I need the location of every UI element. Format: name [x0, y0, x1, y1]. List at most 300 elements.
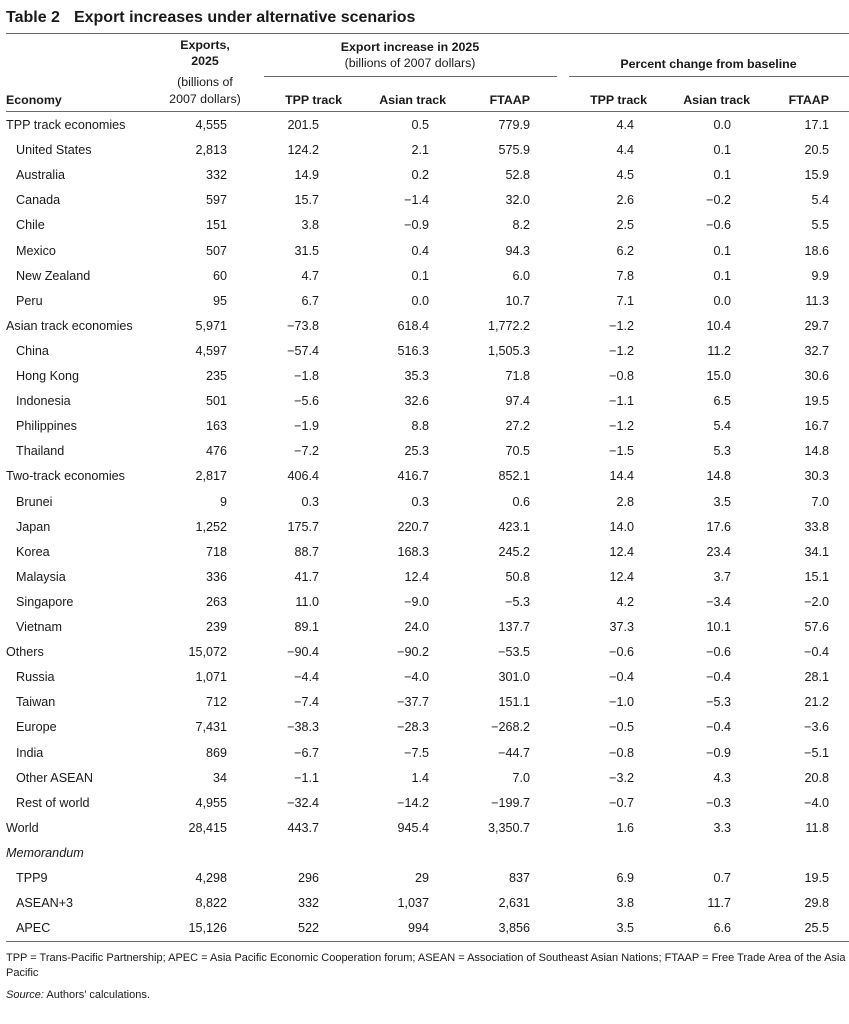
table-row: [0, 414, 849, 439]
table-row: [0, 389, 849, 414]
economy-name: New Zealand: [16, 268, 91, 283]
cell-asian-track-percent: 0.1: [713, 243, 731, 258]
cell-asian-track-percent: −0.3: [706, 795, 731, 810]
cell-tpp-track-percent: −0.7: [609, 795, 634, 810]
cell-asian-track-percent: −3.4: [706, 594, 731, 609]
cell-ftaap-increase: 1,772.2: [487, 318, 530, 333]
table-row: [0, 138, 849, 163]
cell-ftaap-increase: 3,350.7: [487, 820, 530, 835]
table-row: [0, 816, 849, 841]
cell-tpp-track-increase: 175.7: [287, 519, 319, 534]
cell-tpp-track-increase: 6.7: [301, 293, 319, 308]
cell-ftaap-increase: 301.0: [498, 670, 530, 685]
header-bottom-rule: [6, 111, 849, 112]
economy-name: Canada: [16, 193, 61, 208]
cell-asian-track-percent: −0.4: [706, 720, 731, 735]
cell-ftaap-percent: 25.5: [804, 921, 829, 936]
table-row: [0, 916, 849, 941]
table-row: [0, 339, 849, 364]
table-title-text: Export increases under alternative scenarios: [73, 9, 416, 26]
table-row: [0, 163, 849, 188]
cell-tpp-track-percent: 6.2: [616, 243, 634, 258]
cell-ftaap-increase: 50.8: [505, 569, 530, 584]
cell-tpp-track-percent: 14.0: [609, 519, 634, 534]
economy-name: TPP track economies: [6, 118, 126, 132]
table-row: [0, 213, 849, 238]
cell-ftaap-percent: −2.0: [804, 594, 829, 609]
cell-tpp-track-increase: 3.8: [301, 218, 319, 233]
economy-name: Peru: [16, 293, 43, 308]
header-export-increase: Export increase in 2025: [340, 40, 480, 54]
cell-ftaap-increase: 3,856: [498, 921, 530, 936]
header-exports-line1: Exports,: [180, 38, 230, 52]
cell-tpp-track-increase: −38.3: [287, 720, 319, 735]
cell-ftaap-percent: 17.1: [804, 118, 829, 132]
cell-tpp-track-percent: 4.5: [616, 168, 634, 183]
cell-asian-track-percent: 0.0: [713, 118, 731, 132]
economy-name: Malaysia: [16, 569, 66, 584]
cell-tpp-track-percent: −1.1: [609, 394, 634, 409]
cell-tpp-track-increase: −5.6: [294, 394, 319, 409]
cell-exports-2025: 336: [205, 569, 227, 584]
cell-asian-track-increase: 994: [407, 921, 429, 936]
cell-asian-track-increase: 220.7: [397, 519, 429, 534]
cell-tpp-track-percent: −0.6: [609, 645, 634, 660]
cell-asian-track-percent: 0.1: [713, 168, 731, 183]
cell-exports-2025: 151: [205, 218, 227, 233]
cell-ftaap-increase: 52.8: [505, 168, 530, 183]
cell-ftaap-percent: 7.0: [811, 494, 829, 509]
economy-name: Australia: [16, 168, 65, 183]
cell-ftaap-percent: 19.5: [804, 394, 829, 409]
cell-exports-2025: 60: [212, 268, 227, 283]
cell-tpp-track-increase: 332: [297, 896, 319, 911]
cell-tpp-track-increase: 124.2: [287, 143, 319, 158]
header-tpp-track-percent: TPP track: [590, 93, 647, 107]
table-title: [6, 9, 415, 27]
cell-ftaap-increase: 575.9: [498, 143, 530, 158]
cell-exports-2025: 239: [205, 620, 227, 634]
cell-asian-track-percent: 23.4: [706, 544, 731, 559]
cell-ftaap-percent: 34.1: [804, 544, 829, 559]
cell-asian-track-increase: −4.0: [404, 670, 429, 685]
cell-ftaap-increase: −53.5: [498, 645, 530, 660]
cell-asian-track-increase: 0.4: [411, 243, 429, 258]
cell-tpp-track-percent: −0.5: [609, 720, 634, 735]
economy-name: Korea: [16, 544, 50, 559]
cell-ftaap-increase: 71.8: [505, 369, 530, 383]
header-economy: Economy: [6, 93, 62, 107]
economy-name: Brunei: [16, 494, 53, 509]
table-row: [0, 891, 849, 916]
cell-ftaap-percent: 11.3: [805, 293, 829, 308]
cell-tpp-track-percent: 4.2: [616, 594, 634, 609]
table-row: [0, 314, 849, 339]
cell-tpp-track-percent: 3.8: [616, 896, 634, 911]
cell-tpp-track-percent: 1.6: [616, 820, 634, 835]
table-row: [0, 741, 849, 766]
cell-ftaap-increase: 10.7: [505, 293, 530, 308]
cell-ftaap-percent: 20.8: [804, 770, 829, 785]
export-increase-rule: [264, 76, 557, 77]
cell-tpp-track-increase: 406.4: [287, 469, 319, 484]
header-asian-track-percent: Asian track: [683, 93, 750, 107]
cell-ftaap-percent: 57.6: [804, 620, 829, 634]
cell-tpp-track-percent: −0.8: [609, 369, 634, 383]
cell-tpp-track-increase: 201.5: [287, 118, 319, 132]
cell-asian-track-percent: 5.3: [713, 444, 731, 459]
cell-asian-track-increase: 945.4: [397, 820, 429, 835]
cell-exports-2025: 712: [205, 695, 227, 710]
cell-asian-track-percent: 0.1: [713, 268, 731, 283]
cell-tpp-track-percent: 3.5: [616, 921, 634, 936]
economy-name: Singapore: [16, 594, 74, 609]
cell-ftaap-increase: −199.7: [491, 795, 530, 810]
cell-asian-track-percent: −0.2: [706, 193, 731, 208]
cell-asian-track-percent: 0.7: [713, 871, 731, 885]
cell-asian-track-percent: 11.2: [707, 343, 731, 358]
cell-tpp-track-percent: 12.4: [609, 544, 634, 559]
cell-asian-track-percent: 6.5: [713, 394, 731, 409]
cell-asian-track-percent: 10.4: [706, 318, 731, 333]
cell-tpp-track-percent: 2.6: [616, 193, 634, 208]
cell-tpp-track-percent: 12.4: [609, 569, 634, 584]
cell-ftaap-percent: 21.2: [804, 695, 829, 710]
cell-asian-track-increase: −90.2: [397, 645, 429, 660]
cell-exports-2025: 235: [205, 369, 227, 383]
cell-exports-2025: 28,415: [188, 820, 227, 835]
cell-ftaap-increase: 2,631: [498, 896, 530, 911]
cell-asian-track-increase: −9.0: [404, 594, 429, 609]
cell-exports-2025: 15,126: [188, 921, 227, 936]
cell-asian-track-percent: −5.3: [706, 695, 731, 710]
cell-exports-2025: 95: [212, 293, 227, 308]
cell-exports-2025: 4,597: [195, 343, 227, 358]
cell-asian-track-increase: 32.6: [404, 394, 429, 409]
economy-name: Thailand: [16, 444, 65, 459]
cell-ftaap-percent: 20.5: [804, 143, 829, 158]
cell-exports-2025: 718: [205, 544, 227, 559]
economy-name: China: [16, 343, 49, 358]
cell-tpp-track-percent: −1.5: [609, 444, 634, 459]
header-ftaap-increase: FTAAP: [489, 93, 530, 107]
cell-exports-2025: 1,252: [195, 519, 227, 534]
cell-exports-2025: 4,298: [195, 871, 227, 885]
cell-ftaap-increase: 779.9: [498, 118, 530, 132]
header-export-increase-unit: (billions of 2007 dollars): [344, 56, 476, 70]
cell-tpp-track-percent: 4.4: [616, 143, 634, 158]
cell-asian-track-increase: 0.0: [411, 293, 429, 308]
table-row: [0, 490, 849, 515]
cell-exports-2025: 5,971: [195, 318, 227, 333]
cell-ftaap-increase: 423.1: [498, 519, 530, 534]
header-asian-track-increase: Asian track: [379, 93, 446, 107]
cell-asian-track-increase: 0.5: [411, 118, 429, 132]
cell-tpp-track-increase: 88.7: [294, 544, 319, 559]
cell-exports-2025: 7,431: [195, 720, 227, 735]
cell-asian-track-percent: 11.7: [707, 896, 731, 911]
cell-asian-track-increase: −7.5: [404, 745, 429, 760]
economy-name: Russia: [16, 670, 55, 685]
header-tpp-track-increase: TPP track: [285, 93, 342, 107]
cell-asian-track-increase: 12.4: [404, 569, 429, 584]
header-ftaap-percent: FTAAP: [788, 93, 829, 107]
cell-asian-track-percent: 4.3: [713, 770, 731, 785]
cell-ftaap-percent: 11.8: [805, 820, 829, 835]
cell-ftaap-percent: 5.5: [811, 218, 829, 233]
cell-ftaap-percent: 14.8: [804, 444, 829, 459]
cell-tpp-track-increase: −73.8: [287, 318, 319, 333]
cell-asian-track-percent: 5.4: [713, 419, 731, 434]
cell-tpp-track-increase: 443.7: [287, 820, 319, 835]
percent-change-rule: [569, 76, 849, 77]
cell-ftaap-percent: −0.4: [804, 645, 829, 660]
economy-name: Vietnam: [16, 620, 62, 634]
cell-asian-track-percent: 10.1: [706, 620, 731, 634]
economy-name: Other ASEAN: [16, 770, 93, 785]
cell-ftaap-increase: 32.0: [505, 193, 530, 208]
cell-asian-track-increase: 1,037: [397, 896, 429, 911]
cell-exports-2025: 476: [205, 444, 227, 459]
table-row: [0, 239, 849, 264]
cell-tpp-track-increase: 41.7: [294, 569, 319, 584]
table-row: [0, 464, 849, 489]
cell-exports-2025: 8,822: [195, 896, 227, 911]
cell-ftaap-percent: −4.0: [804, 795, 829, 810]
cell-asian-track-increase: 0.2: [411, 168, 429, 183]
cell-asian-track-percent: 3.5: [713, 494, 731, 509]
economy-name: India: [16, 745, 44, 760]
cell-tpp-track-increase: 14.9: [294, 168, 319, 183]
cell-asian-track-increase: 35.3: [404, 369, 429, 383]
cell-ftaap-increase: 137.7: [498, 620, 530, 634]
cell-exports-2025: 1,071: [195, 670, 227, 685]
table-row: [0, 188, 849, 213]
table-row: [0, 841, 849, 866]
cell-asian-track-percent: 3.7: [713, 569, 731, 584]
cell-ftaap-increase: 245.2: [498, 544, 530, 559]
cell-ftaap-increase: 70.5: [505, 444, 530, 459]
cell-asian-track-percent: 3.3: [713, 820, 731, 835]
table-row: [0, 866, 849, 891]
cell-asian-track-percent: 17.6: [706, 519, 731, 534]
cell-ftaap-increase: −44.7: [498, 745, 530, 760]
source-note: [6, 989, 150, 1001]
cell-asian-track-increase: 0.1: [411, 268, 429, 283]
cell-tpp-track-increase: 15.7: [294, 193, 319, 208]
cell-tpp-track-percent: 37.3: [609, 620, 634, 634]
cell-ftaap-percent: 30.6: [804, 369, 829, 383]
cell-tpp-track-percent: −0.8: [609, 745, 634, 760]
economy-name: Asian track economies: [6, 318, 133, 333]
cell-exports-2025: 9: [219, 494, 227, 509]
cell-tpp-track-increase: −57.4: [287, 343, 319, 358]
cell-asian-track-increase: −14.2: [397, 795, 429, 810]
table-row: [0, 364, 849, 389]
cell-ftaap-percent: 19.5: [804, 871, 829, 885]
cell-exports-2025: 4,555: [195, 118, 227, 132]
economy-name: Mexico: [16, 243, 56, 258]
economy-name: Rest of world: [16, 795, 90, 810]
cell-ftaap-increase: 1,505.3: [487, 343, 530, 358]
table-row: [0, 439, 849, 464]
table-row: [0, 615, 849, 640]
cell-tpp-track-percent: 2.8: [616, 494, 634, 509]
cell-ftaap-percent: 15.9: [804, 168, 829, 183]
cell-ftaap-increase: 6.0: [512, 268, 530, 283]
cell-ftaap-percent: −3.6: [804, 720, 829, 735]
cell-tpp-track-increase: 522: [297, 921, 319, 936]
table-row: [0, 715, 849, 740]
cell-tpp-track-increase: 89.1: [294, 620, 319, 634]
cell-asian-track-percent: −0.4: [706, 670, 731, 685]
cell-exports-2025: 507: [205, 243, 227, 258]
cell-tpp-track-increase: −1.9: [294, 419, 319, 434]
economy-name: Others: [6, 645, 44, 660]
cell-ftaap-percent: 16.7: [804, 419, 829, 434]
cell-exports-2025: 34: [212, 770, 227, 785]
cell-exports-2025: 15,072: [188, 645, 227, 660]
cell-ftaap-increase: 94.3: [505, 243, 530, 258]
header-percent-change: Percent change from baseline: [620, 57, 797, 71]
cell-asian-track-increase: 25.3: [404, 444, 429, 459]
cell-tpp-track-percent: −1.0: [609, 695, 634, 710]
cell-tpp-track-increase: 11.0: [295, 594, 319, 609]
table-row: [0, 540, 849, 565]
cell-ftaap-increase: 151.1: [498, 695, 530, 710]
cell-asian-track-increase: 168.3: [397, 544, 429, 559]
economy-name: Hong Kong: [16, 369, 80, 383]
economy-name: Japan: [16, 519, 51, 534]
cell-ftaap-increase: 0.6: [512, 494, 530, 509]
table-row: [0, 791, 849, 816]
cell-tpp-track-increase: 31.5: [294, 243, 319, 258]
economy-name: Taiwan: [16, 695, 56, 710]
cell-tpp-track-percent: −1.2: [609, 318, 634, 333]
cell-exports-2025: 332: [205, 168, 227, 183]
table-notes: TPP = Trans-Pacific Partnership; APEC = Asia Pacific Economic Cooperation forum; ASEAN = Association of Southeast Asian Nations; FTAAP = Free Trade Area of the Asia Pacific: [6, 952, 846, 979]
cell-asian-track-percent: −0.9: [706, 745, 731, 760]
cell-tpp-track-percent: 14.4: [609, 469, 634, 484]
header-exports-line3: (billions of: [177, 75, 233, 89]
cell-tpp-track-increase: −7.4: [294, 695, 319, 710]
table-row: [0, 113, 849, 138]
cell-asian-track-percent: 15.0: [706, 369, 731, 383]
cell-ftaap-percent: 30.3: [804, 469, 829, 484]
cell-ftaap-increase: −5.3: [505, 594, 530, 609]
cell-asian-track-increase: 1.4: [411, 770, 429, 785]
cell-asian-track-increase: 516.3: [397, 343, 429, 358]
table-number: Table 2: [6, 9, 60, 26]
cell-exports-2025: 501: [205, 394, 227, 409]
cell-tpp-track-increase: −32.4: [287, 795, 319, 810]
table-row: [0, 289, 849, 314]
economy-name: Memorandum: [6, 845, 84, 860]
cell-asian-track-percent: −0.6: [706, 218, 731, 233]
cell-ftaap-increase: −268.2: [491, 720, 530, 735]
cell-asian-track-percent: −0.6: [706, 645, 731, 660]
cell-ftaap-increase: 837: [508, 871, 530, 885]
source-text: Authors’ calculations.: [43, 989, 150, 1001]
cell-ftaap-percent: 5.4: [811, 193, 829, 208]
cell-tpp-track-percent: −1.2: [609, 343, 634, 358]
table-row: [0, 766, 849, 791]
cell-ftaap-percent: 9.9: [811, 268, 829, 283]
cell-ftaap-percent: 28.1: [804, 670, 829, 685]
table-row: [0, 565, 849, 590]
cell-tpp-track-increase: 296: [297, 871, 319, 885]
cell-tpp-track-percent: −1.2: [609, 419, 634, 434]
economy-name: Philippines: [16, 419, 77, 434]
table-row: [0, 640, 849, 665]
source-label: Source:: [6, 989, 44, 1001]
economy-name: TPP9: [16, 871, 48, 885]
table-row: [0, 665, 849, 690]
cell-asian-track-increase: −37.7: [397, 695, 429, 710]
cell-tpp-track-percent: −0.4: [609, 670, 634, 685]
cell-asian-track-percent: 6.6: [713, 921, 731, 936]
table-row: [0, 690, 849, 715]
cell-ftaap-increase: 7.0: [512, 770, 530, 785]
economy-name: Two-track economies: [6, 469, 125, 484]
cell-tpp-track-percent: 7.1: [616, 293, 634, 308]
cell-ftaap-percent: 32.7: [804, 343, 829, 358]
cell-asian-track-increase: −1.4: [404, 193, 429, 208]
cell-asian-track-increase: 8.8: [411, 419, 429, 434]
cell-ftaap-percent: 15.1: [804, 569, 829, 584]
cell-asian-track-increase: −28.3: [397, 720, 429, 735]
cell-asian-track-increase: −0.9: [404, 218, 429, 233]
cell-tpp-track-increase: −90.4: [287, 645, 319, 660]
cell-tpp-track-percent: 2.5: [616, 218, 634, 233]
cell-tpp-track-increase: −4.4: [294, 670, 319, 685]
economy-name: Indonesia: [16, 394, 71, 409]
top-rule: [6, 33, 849, 34]
cell-tpp-track-percent: 4.4: [616, 118, 634, 132]
cell-tpp-track-increase: −1.8: [294, 369, 319, 383]
cell-exports-2025: 2,813: [195, 143, 227, 158]
cell-asian-track-increase: 2.1: [411, 143, 429, 158]
cell-ftaap-percent: 29.7: [804, 318, 829, 333]
cell-asian-track-percent: 14.8: [706, 469, 731, 484]
economy-name: United States: [16, 143, 92, 158]
economy-name: ASEAN+3: [16, 896, 74, 911]
cell-ftaap-increase: 97.4: [505, 394, 530, 409]
cell-exports-2025: 163: [205, 419, 227, 434]
economy-name: World: [6, 820, 39, 835]
cell-ftaap-percent: 29.8: [804, 896, 829, 911]
cell-exports-2025: 4,955: [195, 795, 227, 810]
cell-exports-2025: 597: [205, 193, 227, 208]
cell-tpp-track-increase: 0.3: [301, 494, 319, 509]
cell-asian-track-percent: 0.0: [713, 293, 731, 308]
cell-tpp-track-increase: −7.2: [294, 444, 319, 459]
cell-asian-track-percent: 0.1: [713, 143, 731, 158]
cell-ftaap-percent: 18.6: [804, 243, 829, 258]
cell-tpp-track-increase: −6.7: [294, 745, 319, 760]
economy-name: APEC: [16, 921, 51, 936]
cell-tpp-track-percent: 6.9: [616, 871, 634, 885]
cell-asian-track-increase: 416.7: [397, 469, 429, 484]
cell-ftaap-increase: 27.2: [505, 419, 530, 434]
economy-name: Chile: [16, 218, 45, 233]
header-exports-line4: 2007 dollars): [169, 92, 241, 106]
cell-ftaap-increase: 852.1: [498, 469, 530, 484]
economy-name: Europe: [16, 720, 57, 735]
cell-exports-2025: 263: [205, 594, 227, 609]
cell-ftaap-percent: −5.1: [804, 745, 829, 760]
table-row: [0, 264, 849, 289]
